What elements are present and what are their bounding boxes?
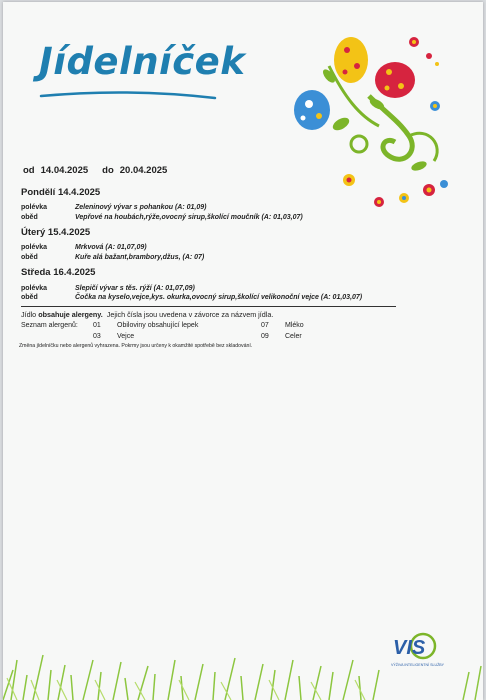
meal-type: oběd xyxy=(21,294,38,301)
svg-text:VIS: VIS xyxy=(393,637,426,659)
vis-logo-mark xyxy=(387,630,457,670)
allergen-list-label: Seznam alergenů: xyxy=(21,322,78,329)
allergen-name: Obiloviny obsahující lepek xyxy=(117,322,199,329)
blue-egg xyxy=(294,90,330,130)
allergen-name: Vejce xyxy=(117,333,135,340)
yellow-egg xyxy=(334,37,368,83)
day-heading: Středa 16.4.2025 xyxy=(21,267,96,278)
day-heading: Pondělí 14.4.2025 xyxy=(21,187,101,198)
allergen-name: Celer xyxy=(285,333,302,340)
allergen-note-prefix: Jídlo xyxy=(21,310,37,319)
meal-dish: Kuře alá bažant,brambory,džus, (A: 07) xyxy=(75,254,205,261)
allergen-code: 07 xyxy=(261,322,269,329)
title-underline xyxy=(39,86,219,102)
meal-dish: Čočka na kyselo,vejce,kys. okurka,ovocný sirup,školící velikonoční vejce (A: 01,03,07) xyxy=(75,294,363,301)
meal-type: polévka xyxy=(21,285,48,292)
divider xyxy=(21,306,396,307)
date-range xyxy=(23,165,173,176)
meal-dish: Mrkvová (A: 01,07,09) xyxy=(75,244,147,251)
allergen-note-bold: obsahuje alergeny. xyxy=(38,310,103,319)
range-to-label: do xyxy=(102,165,114,176)
range-from-label: od xyxy=(23,165,35,176)
menu-title: Jídelníček xyxy=(39,40,246,83)
range-from: 14.04.2025 xyxy=(40,165,89,176)
meal-type: polévka xyxy=(21,204,48,211)
allergen-name: Mléko xyxy=(285,322,304,329)
day-heading: Úterý 15.4.2025 xyxy=(21,227,91,238)
vis-logo xyxy=(387,630,457,675)
meal-type: oběd xyxy=(21,254,38,261)
easter-eggs-decoration xyxy=(289,26,464,216)
allergen-note-suffix: Jejich čísla jsou uvedena v závorce za názvem jídla. xyxy=(106,310,274,319)
svg-text:VÝŽIVA INTELIGENTNÍ SLUŽBY: VÝŽIVA INTELIGENTNÍ SLUŽBY xyxy=(391,663,445,667)
red-egg xyxy=(375,62,415,98)
allergen-note xyxy=(21,310,273,319)
range-to: 20.04.2025 xyxy=(119,165,168,176)
allergen-code: 03 xyxy=(93,333,101,340)
disclaimer-footnote: Změna jídelníčku nebo alergenů vyhrazena. Pokrmy jsou určeny k okamžité spotřebě bez skladování. xyxy=(19,343,253,349)
meal-type: polévka xyxy=(21,244,48,251)
meal-dish: Zeleninový vývar s pohankou (A: 01,09) xyxy=(75,204,207,211)
menu-sheet xyxy=(3,2,483,700)
meal-dish: Vepřové na houbách,rýže,ovocný sirup,školící moučník (A: 01,03,07) xyxy=(75,214,303,221)
meal-type: oběd xyxy=(21,214,38,221)
allergen-code: 01 xyxy=(93,322,101,329)
meal-dish: Slepičí vývar s těs. rýží (A: 01,07,09) xyxy=(75,285,195,292)
allergen-code: 09 xyxy=(261,333,269,340)
